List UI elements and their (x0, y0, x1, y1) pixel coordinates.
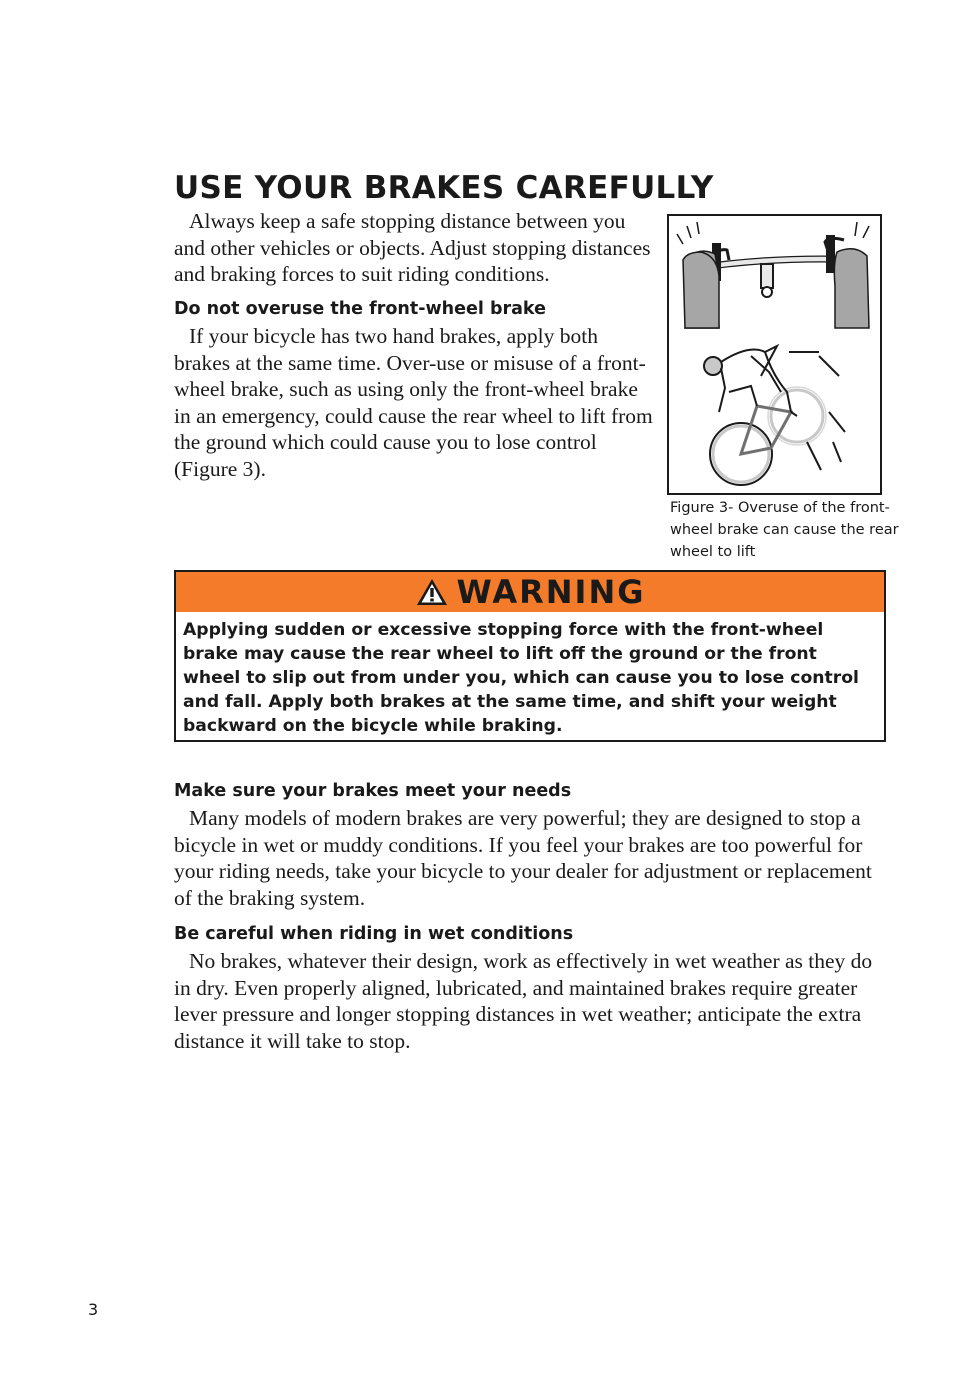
rider-bicycle-drawing (704, 346, 845, 485)
warning-text: Applying sudden or excessive stopping force with the front-wheel brake may cause the rear wheel to lift off the ground or the front wheel to slip out from under you, which can cause you to lose control and fall. Apply both brakes at the same time, and shift your weight backward on the bicycle while braking. (183, 620, 859, 736)
wet-conditions-heading: Be careful when riding in wet conditions (174, 924, 574, 944)
front-brake-section (174, 297, 658, 483)
page-number: 3 (88, 1300, 99, 1319)
warning-box (174, 570, 886, 742)
page-title: USE YOUR BRAKES CAREFULLY (174, 170, 714, 206)
wet-conditions-paragraph: No brakes, whatever their design, work as effectively in wet weather as they do in dry. Even properly aligned, lubricated, and maintained brakes require greater lever pressure and longer stopping distances in wet weather; anticipate the extra distance it will take to stop. (174, 949, 873, 1053)
figure-caption: Figure 3- Overuse of the front-wheel brake can cause the rear wheel to lift (670, 500, 899, 560)
right-hand-drawing (834, 249, 869, 328)
warning-title: WARNING (456, 573, 646, 611)
motion-lines-drawing (677, 222, 869, 244)
front-brake-heading: Do not overuse the front-wheel brake (174, 299, 546, 319)
front-brake-paragraph: If your bicycle has two hand brakes, apply both brakes at the same time. Over-use or misuse of a front-wheel brake, such as using only the front-wheel brake in an emergency, could cause the rear wheel to lift from the ground which could cause you to lose control (Figure 3). (174, 324, 653, 481)
brake-illustration (669, 216, 880, 493)
intro-paragraph: Always keep a safe stopping distance between you and other vehicles or objects. Adjust stopping distances and braking forces to suit riding conditions. (174, 209, 651, 287)
left-hand-drawing (683, 251, 719, 328)
brakes-needs-section (174, 779, 886, 911)
brakes-needs-paragraph: Many models of modern brakes are very powerful; they are designed to stop a bicycle in wet or muddy conditions. If you feel your brakes are too powerful for your riding needs, take your bicycle to your dealer for adjustment or replacement of the braking system. (174, 806, 872, 910)
brakes-needs-heading: Make sure your brakes meet your needs (174, 781, 572, 801)
wet-conditions-section (174, 922, 886, 1054)
figure-3 (667, 214, 882, 495)
warning-header (176, 572, 884, 612)
warning-triangle-icon (415, 577, 449, 607)
intro-section (174, 208, 658, 288)
